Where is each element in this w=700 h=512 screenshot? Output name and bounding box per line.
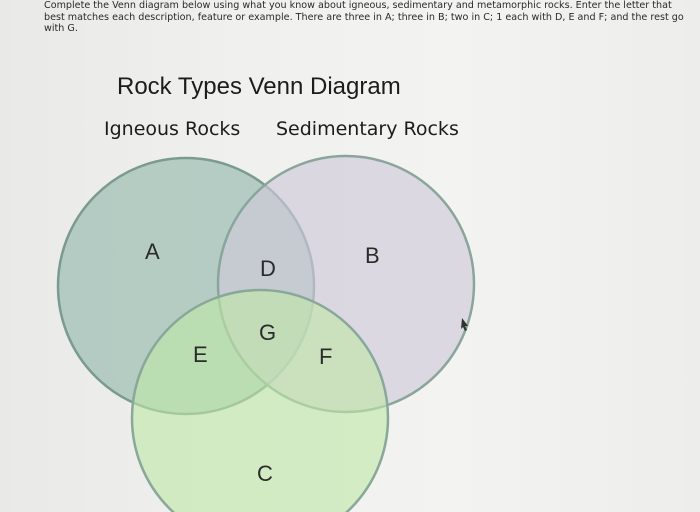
region-d-label: D xyxy=(260,256,276,281)
region-e-label: E xyxy=(193,342,208,367)
diagram-title: Rock Types Venn Diagram xyxy=(117,73,401,100)
igneous-rocks-label: Igneous Rocks xyxy=(104,118,241,140)
region-c-label: C xyxy=(257,461,273,486)
region-f-label: F xyxy=(319,344,333,369)
region-g-label: G xyxy=(259,320,277,345)
region-a-label: A xyxy=(145,239,160,264)
sedimentary-rocks-label: Sedimentary Rocks xyxy=(276,118,459,140)
region-b-label: B xyxy=(365,243,380,268)
instructions-text: Complete the Venn diagram below using what you know about igneous, sedimentary and metamorphic rocks. Enter the letter that best matches each description, feature or example. There are three in A; three in B; two in C; 1 each with D, E and F; and the rest go with G. xyxy=(44,0,684,34)
